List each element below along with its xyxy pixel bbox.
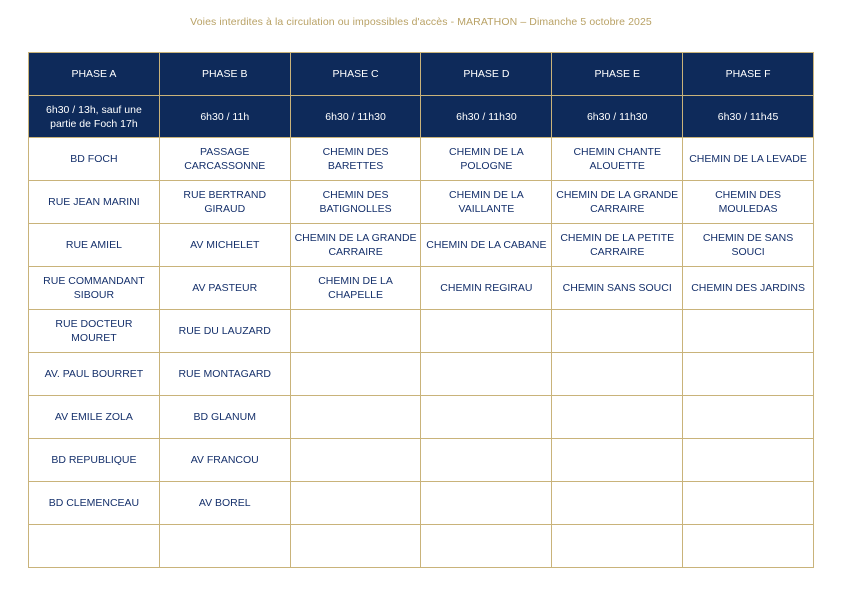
street-cell: [29, 525, 160, 568]
table-row: [29, 310, 814, 353]
street-cell: AV FRANCOU: [159, 439, 290, 482]
phase-header: PHASE A: [29, 53, 160, 96]
street-cell: CHEMIN DE LA CABANE: [421, 224, 552, 267]
street-cell: AV MICHELET: [159, 224, 290, 267]
table-row: [29, 181, 814, 224]
street-cell: [290, 482, 421, 525]
street-cell: CHEMIN DES JARDINS: [683, 267, 814, 310]
street-cell: BD REPUBLIQUE: [29, 439, 160, 482]
phase-header: PHASE F: [683, 53, 814, 96]
phase-time: 6h30 / 11h45: [683, 96, 814, 138]
street-cell: [290, 353, 421, 396]
street-cell: CHEMIN DE LA CHAPELLE: [290, 267, 421, 310]
street-cell: RUE JEAN MARINI: [29, 181, 160, 224]
street-cell: [421, 525, 552, 568]
street-cell: CHEMIN DE SANS SOUCI: [683, 224, 814, 267]
street-cell: AV PASTEUR: [159, 267, 290, 310]
street-cell: [552, 482, 683, 525]
street-cell: RUE AMIEL: [29, 224, 160, 267]
street-cell: AV BOREL: [159, 482, 290, 525]
street-cell: [683, 525, 814, 568]
street-cell: AV EMILE ZOLA: [29, 396, 160, 439]
phase-time: 6h30 / 11h30: [421, 96, 552, 138]
street-cell: [421, 353, 552, 396]
phase-header: PHASE B: [159, 53, 290, 96]
table-row: [29, 525, 814, 568]
phase-time: 6h30 / 11h: [159, 96, 290, 138]
street-cell: [290, 439, 421, 482]
street-cell: AV. PAUL BOURRET: [29, 353, 160, 396]
street-cell: [421, 310, 552, 353]
table-row: [29, 439, 814, 482]
street-cell: [683, 396, 814, 439]
street-cell: BD CLEMENCEAU: [29, 482, 160, 525]
street-cell: BD GLANUM: [159, 396, 290, 439]
street-cell: CHEMIN DES MOULEDAS: [683, 181, 814, 224]
street-cell: CHEMIN DES BARETTES: [290, 138, 421, 181]
phase-header: PHASE C: [290, 53, 421, 96]
phase-time-row: [29, 96, 814, 138]
street-cell: [421, 396, 552, 439]
street-cell: BD FOCH: [29, 138, 160, 181]
street-cell: RUE MONTAGARD: [159, 353, 290, 396]
street-cell: [683, 439, 814, 482]
street-cell: CHEMIN CHANTE ALOUETTE: [552, 138, 683, 181]
street-cell: [421, 482, 552, 525]
street-cell: PASSAGE CARCASSONNE: [159, 138, 290, 181]
table-row: [29, 353, 814, 396]
street-cell: [683, 310, 814, 353]
street-cell: CHEMIN DE LA PETITE CARRAIRE: [552, 224, 683, 267]
street-cell: CHEMIN DE LA LEVADE: [683, 138, 814, 181]
street-cell: RUE DOCTEUR MOURET: [29, 310, 160, 353]
phase-header: PHASE D: [421, 53, 552, 96]
street-cell: RUE COMMANDANT SIBOUR: [29, 267, 160, 310]
street-cell: [683, 482, 814, 525]
phase-time: 6h30 / 11h30: [552, 96, 683, 138]
table-row: [29, 396, 814, 439]
table-row: [29, 224, 814, 267]
street-cell: CHEMIN DE LA GRANDE CARRAIRE: [552, 181, 683, 224]
street-cell: [552, 353, 683, 396]
phase-time: 6h30 / 13h, sauf une partie de Foch 17h: [29, 96, 160, 138]
street-cell: [552, 310, 683, 353]
phase-header-row: [29, 53, 814, 96]
phase-time: 6h30 / 11h30: [290, 96, 421, 138]
street-cell: [290, 396, 421, 439]
street-cell: CHEMIN DE LA VAILLANTE: [421, 181, 552, 224]
table-row: [29, 138, 814, 181]
table-row: [29, 267, 814, 310]
street-cell: [683, 353, 814, 396]
phase-header: PHASE E: [552, 53, 683, 96]
street-cell: [552, 396, 683, 439]
table-row: [29, 482, 814, 525]
closures-table: [28, 52, 814, 568]
street-cell: RUE DU LAUZARD: [159, 310, 290, 353]
street-cell: CHEMIN DES BATIGNOLLES: [290, 181, 421, 224]
table-body: [29, 138, 814, 568]
street-cell: CHEMIN DE LA GRANDE CARRAIRE: [290, 224, 421, 267]
street-cell: [552, 525, 683, 568]
street-cell: [421, 439, 552, 482]
street-cell: [159, 525, 290, 568]
street-cell: CHEMIN REGIRAU: [421, 267, 552, 310]
street-cell: CHEMIN SANS SOUCI: [552, 267, 683, 310]
street-cell: [290, 525, 421, 568]
street-cell: [290, 310, 421, 353]
page-title: Voies interdites à la circulation ou impossibles d'accès - MARATHON – Dimanche 5 octobre 2025: [190, 16, 652, 28]
street-cell: RUE BERTRAND GIRAUD: [159, 181, 290, 224]
street-cell: [552, 439, 683, 482]
street-cell: CHEMIN DE LA POLOGNE: [421, 138, 552, 181]
